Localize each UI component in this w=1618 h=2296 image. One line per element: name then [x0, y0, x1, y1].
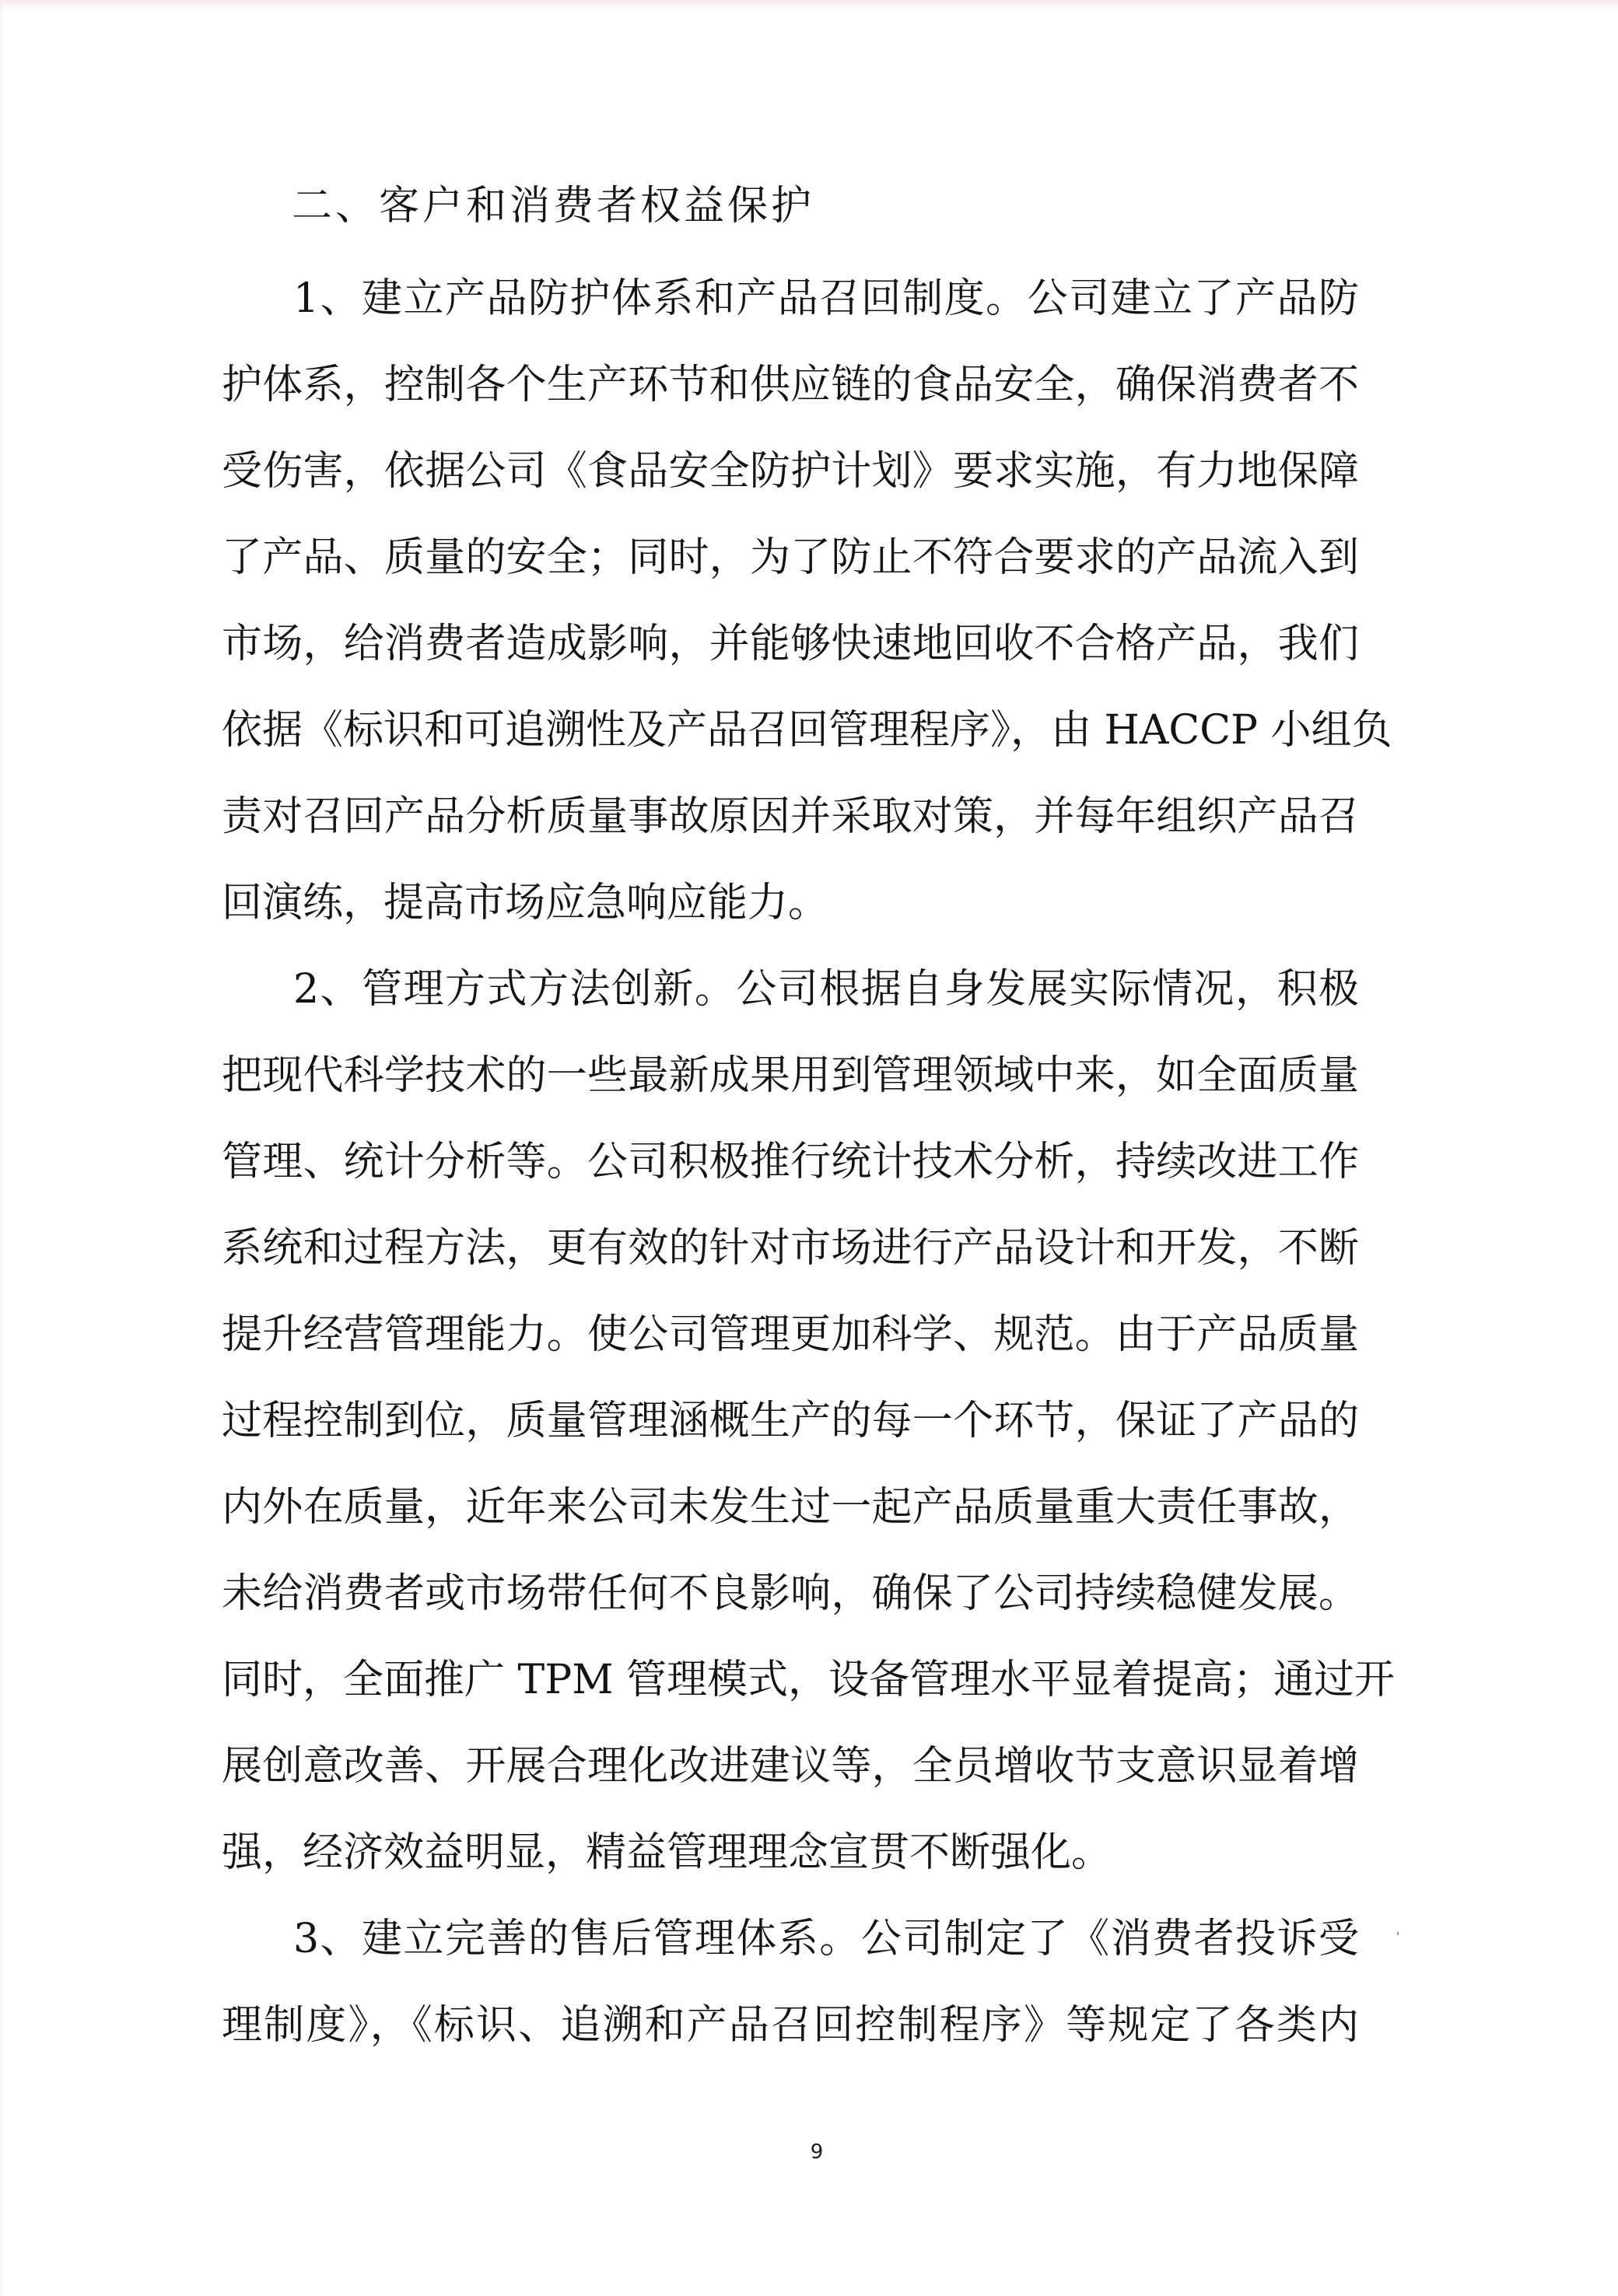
paragraph-after-sales: [222, 1896, 1359, 2069]
paragraph-line: 过程控制到位，质量管理涵概生产的每一个环节，保证了产品的: [222, 1398, 1359, 1444]
document-body: [222, 163, 1395, 2069]
paragraph-line: 3、建立完善的售后管理体系。公司制定了《消费者投诉受: [293, 1916, 1359, 1962]
paragraph-line: 把现代科学技术的一些最新成果用到管理领域中来，如全面质量: [222, 1052, 1359, 1099]
paragraph-line: 回演练，提高市场应急响应能力。: [222, 880, 829, 926]
section-heading: 二、客户和消费者权益保护: [292, 183, 815, 229]
paragraph-management-innovation: [222, 947, 1395, 1896]
paragraph-line: 2、管理方式方法创新。公司根据自身发展实际情况，积极: [293, 966, 1359, 1013]
scan-left-edge: [0, 0, 2, 2296]
page-number: 9: [810, 2140, 824, 2164]
paragraph-line: 同时，全面推广 TPM 管理模式，设备管理水平显着提高；通过开: [222, 1657, 1395, 1703]
paragraph-line: 展创意改善、开展合理化改进建议等，全员增收节支意识显着增: [222, 1743, 1359, 1790]
paragraph-line: 市场，给消费者造成影响，并能够快速地回收不合格产品，我们: [222, 621, 1359, 667]
paragraph-line: 护体系，控制各个生产环节和供应链的食品安全，确保消费者不: [222, 362, 1359, 408]
paragraph-line: 受伤害，依据公司《食品安全防护计划》要求实施，有力地保障: [222, 448, 1359, 495]
paragraph-line: 了产品、质量的安全；同时，为了防止不符合要求的产品流入到: [222, 534, 1359, 581]
scan-top-edge: [0, 0, 1618, 11]
paragraph-line: 未给消费者或市场带任何不良影响，确保了公司持续稳健发展。: [222, 1570, 1359, 1617]
paragraph-line: 管理、统计分析等。公司积极推行统计技术分析，持续改进工作: [222, 1139, 1359, 1185]
paragraph-line: 依据《标识和可追溯性及产品召回管理程序》，由 HACCP 小组负: [222, 707, 1392, 754]
paragraph-line: 责对召回产品分析质量事故原因并采取对策，并每年组织产品召: [222, 793, 1359, 840]
paragraph-product-protection: [222, 256, 1392, 947]
paragraph-line: 理制度》，《标识、追溯和产品召回控制程序》等规定了各类内: [222, 2002, 1359, 2049]
paragraph-line: 1、建立产品防护体系和产品召回制度。公司建立了产品防: [293, 275, 1359, 322]
paragraph-line: 内外在质量，近年来公司未发生过一起产品质量重大责任事故，: [222, 1484, 1359, 1531]
paragraph-line: 提升经营管理能力。使公司管理更加科学、规范。由于产品质量: [222, 1311, 1359, 1358]
scan-speck: [1397, 1932, 1399, 1935]
paragraph-line: 系统和过程方法，更有效的针对市场进行产品设计和开发，不断: [222, 1225, 1359, 1272]
paragraph-line: 强，经济效益明显，精益管理理念宣贯不断强化。: [222, 1829, 1112, 1876]
